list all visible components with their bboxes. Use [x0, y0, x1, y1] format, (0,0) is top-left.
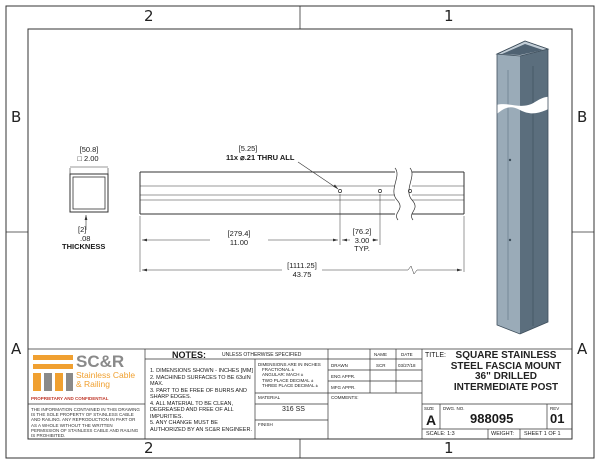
section-size-in: □ 2.00 — [77, 154, 99, 163]
section-size-mm: [50.8] — [79, 145, 99, 154]
spacing-mm: [279.4] — [227, 229, 251, 238]
approval-drawn-label: DRAWN — [331, 363, 348, 368]
hole-note: 11x ⌀.21 THRU ALL — [226, 153, 295, 162]
finish-label: FINISH — [258, 422, 273, 427]
notes-heading: NOTES: — [172, 350, 207, 360]
drawing-title — [440, 351, 572, 393]
logo-line1: Stainless Cable — [76, 370, 136, 380]
title-line: SQUARE STAINLESS — [455, 350, 557, 361]
spacing-in: 11.00 — [229, 238, 249, 247]
material-label: MATERIAL — [258, 395, 281, 400]
zone-left-b: B — [11, 108, 22, 126]
approval-date-header: DATE — [401, 352, 413, 357]
approval-drawn-date: 03/27/18 — [398, 363, 416, 368]
rev-value: 01 — [550, 411, 565, 426]
logo-name: SC&R — [76, 352, 125, 371]
approval-mfg-label: MFG APPR. — [331, 385, 356, 390]
dimension-arrows — [85, 185, 462, 272]
notes-subheading: UNLESS OTHERWISE SPECIFIED — [222, 352, 302, 358]
zone-left-a: A — [11, 340, 22, 358]
size-value: A — [426, 412, 437, 428]
thickness-mm: [2] — [78, 225, 87, 234]
notes-list — [150, 368, 253, 433]
approval-eng-label: ENG APPR. — [331, 374, 356, 379]
note-item: 1. DIMENSIONS SHOWN - INCHES [MM] — [150, 368, 253, 374]
rev-label: REV — [550, 406, 560, 411]
title-line: INTERMEDIATE POST — [453, 381, 559, 393]
title-label: TITLE: — [425, 352, 447, 359]
comments-label: COMMENTS: — [331, 395, 359, 400]
logo-line2: & Railing — [76, 379, 111, 389]
zone-top-1: 1 — [444, 7, 454, 25]
dwg-no-value: 988095 — [470, 411, 514, 426]
note-item: 4. ALL MATERIAL TO BE CLEAN, DEGREASED AND FREE OF ALL IMPURITIES. — [150, 400, 234, 420]
approval-drawn-name: SCR — [376, 363, 386, 368]
material-value: 316 SS — [282, 406, 305, 413]
logo-mark — [33, 355, 73, 391]
tolerance-row: THREE PLACE DECIMAL ± — [262, 382, 319, 388]
spacing2-mm: [76.2] — [352, 227, 372, 236]
tolerance-row: FRACTIONAL ± — [262, 367, 295, 373]
note-item: 3. PART TO BE FREE OF BURRS AND SHARP EDGES. — [150, 387, 247, 400]
length-mm: [1111.25] — [287, 261, 317, 270]
scale-value: SCALE: 1:3 — [426, 431, 455, 437]
zone-bottom-1: 1 — [444, 439, 454, 457]
hole-dia-mm: [5.25] — [238, 144, 258, 153]
tolerance-row: ANGULAR: MACH ± — [262, 372, 304, 378]
post-elevation-view — [140, 162, 464, 274]
proprietary-text: THE INFORMATION CONTAINED IN THIS DRAWING IS THE SOLE PROPERTY OF STAINLESS CABLE AND RAILING. ANY REPRODUCTION IN PART OR AS A WHOLE WITHOUT THE WRITTEN PERMISSION OF STAINLESS CABLE AND RAILING IS PROHIBITED. — [31, 407, 140, 439]
tolerance-block — [258, 362, 328, 388]
thickness-in: .08 — [80, 234, 91, 243]
dwg-no-label: DWG. NO. — [443, 406, 465, 411]
title-line: STEEL FASCIA MOUNT — [450, 360, 562, 372]
spacing2-in: 3.00 — [354, 236, 370, 245]
note-item: 5. ANY CHANGE MUST BE AUTHORIZED BY AN SC&R ENGINEER. — [150, 420, 252, 433]
length-in: 43.75 — [292, 270, 312, 279]
tolerance-row: TWO PLACE DECIMAL ± — [262, 377, 314, 383]
spacing2-note: TYP. — [354, 244, 370, 253]
weight-label: WEIGHT: — [491, 431, 514, 437]
sheet-value: SHEET 1 OF 1 — [524, 431, 561, 437]
approval-name-header: NAME — [374, 352, 388, 357]
proprietary-title: PROPRIETARY AND CONFIDENTIAL — [31, 396, 109, 401]
zone-right-a: A — [577, 340, 588, 358]
tolerance-title: DIMENSIONS ARE IN INCHES — [258, 362, 321, 367]
cross-section-view — [70, 167, 108, 230]
title-line: 36" DRILLED — [475, 371, 537, 382]
size-label: SIZE — [424, 406, 435, 411]
thickness-label: THICKNESS — [62, 242, 106, 251]
zone-bottom-2: 2 — [144, 439, 154, 457]
zone-right-b: B — [577, 108, 588, 126]
note-item: 2. MACHINED SURFACES TO BE 63uIN MAX. — [150, 374, 251, 387]
post-isometric-view — [490, 41, 560, 334]
zone-top-2: 2 — [144, 7, 154, 25]
